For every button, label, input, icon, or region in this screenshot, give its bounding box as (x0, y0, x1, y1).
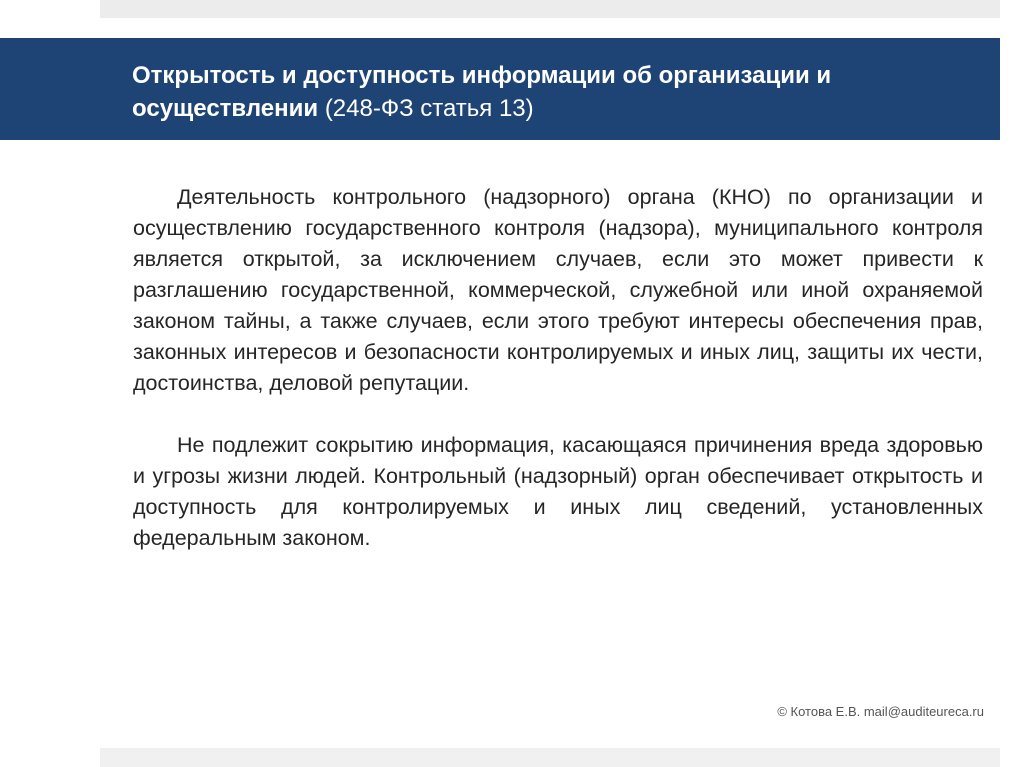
bottom-decorative-strip (100, 748, 1000, 767)
slide-title-reference: (248-ФЗ статья 13) (324, 95, 534, 122)
author-credit: © Котова Е.В. mail@auditeureca.ru (777, 704, 984, 719)
paragraph-disclosure: Не подлежит сокрытию информация, касающаяся причинения вреда здоровью и угрозы жизни людей. Контрольный (надзорный) орган обеспечивает открытость и доступность для контролируемых и иных лиц сведений, установленных федеральным законом. (133, 433, 983, 550)
top-decorative-strip (100, 0, 1000, 18)
slide-title (132, 59, 992, 125)
slide-title-main: Открытость и доступность информации об организации и осуществлении (132, 62, 832, 122)
paragraph-openness: Деятельность контрольного (надзорного) органа (КНО) по организации и осуществлению государственного контроля (надзора), муниципального контроля является открытой, за исключением случаев, если это может привести к разглашению государственной, коммерческой, служебной или иной охраняемой законом тайны, а также случаев, если этого требуют интересы обеспечения прав, законных интересов и безопасности контролируемых и иных лиц, защиты их чести, достоинства, деловой репутации. (133, 185, 983, 395)
slide-body (133, 182, 983, 554)
